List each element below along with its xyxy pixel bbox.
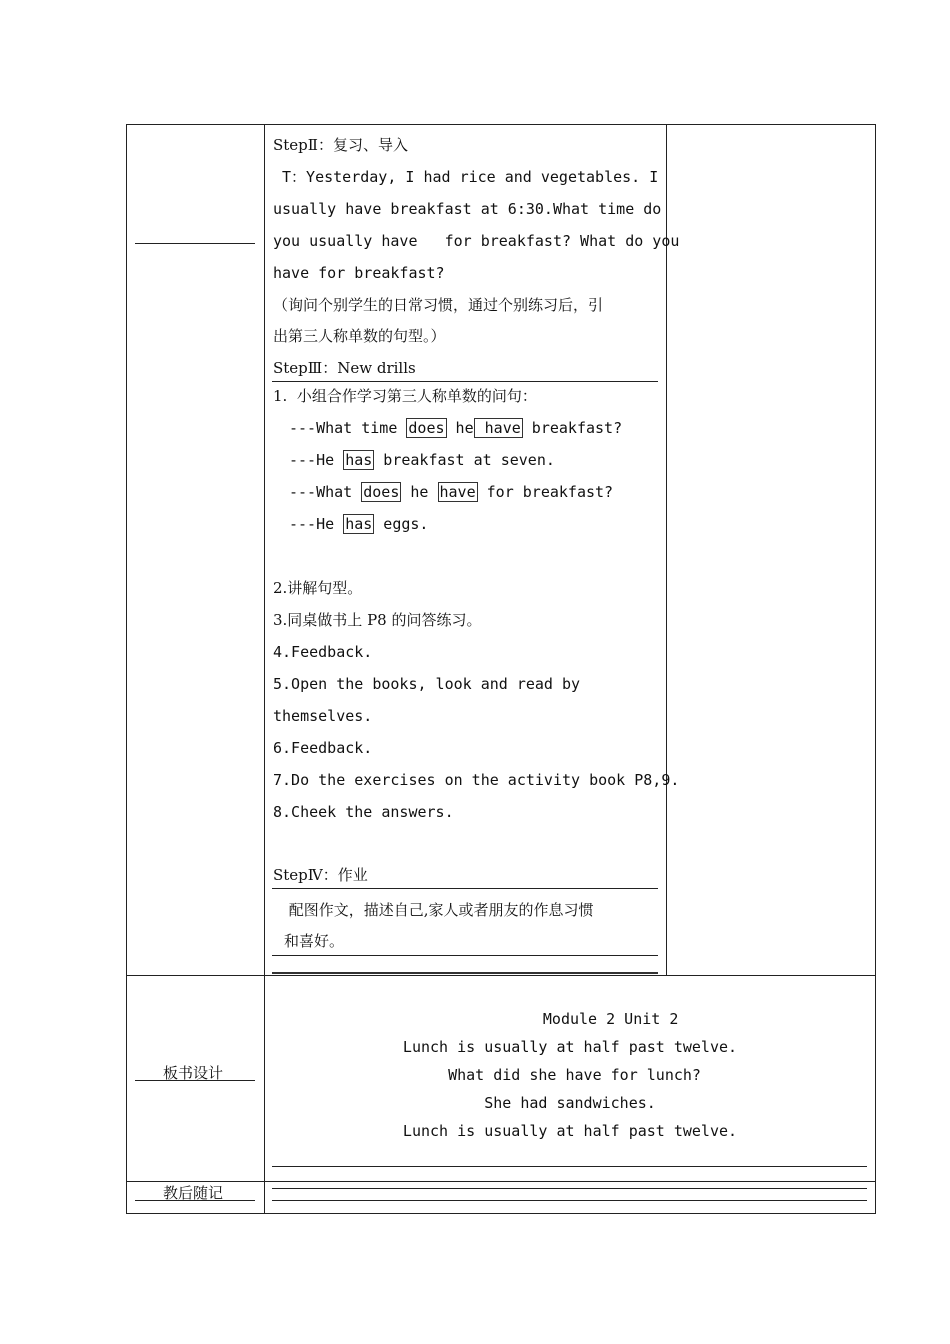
row-divider-board bbox=[126, 975, 876, 976]
step3-item: 7.Do the exercises on the activity book P8,9. bbox=[273, 771, 680, 789]
step2-dialogue-line: you usually have for breakfast? What do you bbox=[273, 232, 680, 250]
boxed-word: has bbox=[345, 515, 373, 533]
notes-label-underline bbox=[135, 1200, 255, 1201]
drill-answer-1: ---He has breakfast at seven. bbox=[289, 451, 555, 469]
step4-heading-underline bbox=[272, 888, 658, 889]
step3-item: 5.Open the books, look and read by bbox=[273, 675, 581, 693]
notes-line bbox=[272, 1188, 867, 1189]
column-divider-right bbox=[666, 124, 667, 976]
board-underline bbox=[272, 1166, 867, 1167]
board-label-underline bbox=[135, 1080, 255, 1081]
drill-answer-2: ---He has eggs. bbox=[289, 515, 429, 533]
after-class-notes-label: 教后随记 bbox=[163, 1184, 224, 1202]
drill-question-1: ---What time does he have breakfast? bbox=[289, 419, 623, 437]
step2-dialogue-line: have for breakfast? bbox=[273, 264, 445, 282]
step3-item: 8.Cheek the answers. bbox=[273, 803, 454, 821]
left-cell-underline bbox=[135, 243, 255, 244]
step3-item: themselves. bbox=[273, 707, 373, 725]
row-divider-notes bbox=[126, 1181, 876, 1182]
step3-item-1: 1. 小组合作学习第三人称单数的问句： bbox=[273, 387, 537, 405]
homework-line: 和喜好。 bbox=[284, 932, 345, 950]
board-line: What did she have for lunch? bbox=[439, 1066, 701, 1084]
step3-item: 2.讲解句型。 bbox=[273, 579, 363, 597]
step2-dialogue-line: usually have breakfast at 6:30.What time do bbox=[273, 200, 662, 218]
step3-heading-underline bbox=[272, 381, 658, 382]
board-line: She had sandwiches. bbox=[484, 1094, 656, 1112]
boxed-word: have bbox=[439, 483, 476, 501]
step3-item: 6.Feedback. bbox=[273, 739, 373, 757]
section-end-line bbox=[272, 972, 658, 974]
board-line: Lunch is usually at half past twelve. bbox=[402, 1122, 738, 1140]
step2-note-line: 出第三人称单数的句型。） bbox=[273, 327, 446, 345]
step4-heading: StepⅣ：作业 bbox=[273, 866, 368, 884]
step2-dialogue-line: T：Yesterday, I had rice and vegetables. I bbox=[273, 168, 659, 186]
step2-note-line: （询问个别学生的日常习惯，通过个别练习后，引 bbox=[273, 296, 604, 314]
homework-underline bbox=[272, 955, 658, 956]
boxed-word: has bbox=[345, 451, 373, 469]
boxed-word: does bbox=[408, 419, 445, 437]
boxed-word: does bbox=[363, 483, 400, 501]
board-line: Lunch is usually at half past twelve. bbox=[402, 1038, 738, 1056]
step2-heading: StepⅡ：复习、导入 bbox=[273, 136, 408, 154]
homework-line: 配图作文，描述自己,家人或者朋友的作息习惯 bbox=[284, 901, 594, 919]
drill-question-2: ---What does he have for breakfast? bbox=[289, 483, 614, 501]
step3-heading: StepⅢ：New drills bbox=[273, 359, 416, 377]
step3-item: 4.Feedback. bbox=[273, 643, 373, 661]
notes-line bbox=[272, 1200, 867, 1201]
boxed-word: have bbox=[475, 419, 521, 437]
board-line: Module 2 Unit 2 bbox=[461, 1010, 679, 1028]
board-design-label: 板书设计 bbox=[163, 1064, 224, 1082]
step3-item: 3.同桌做书上 P8 的问答练习。 bbox=[273, 611, 482, 629]
